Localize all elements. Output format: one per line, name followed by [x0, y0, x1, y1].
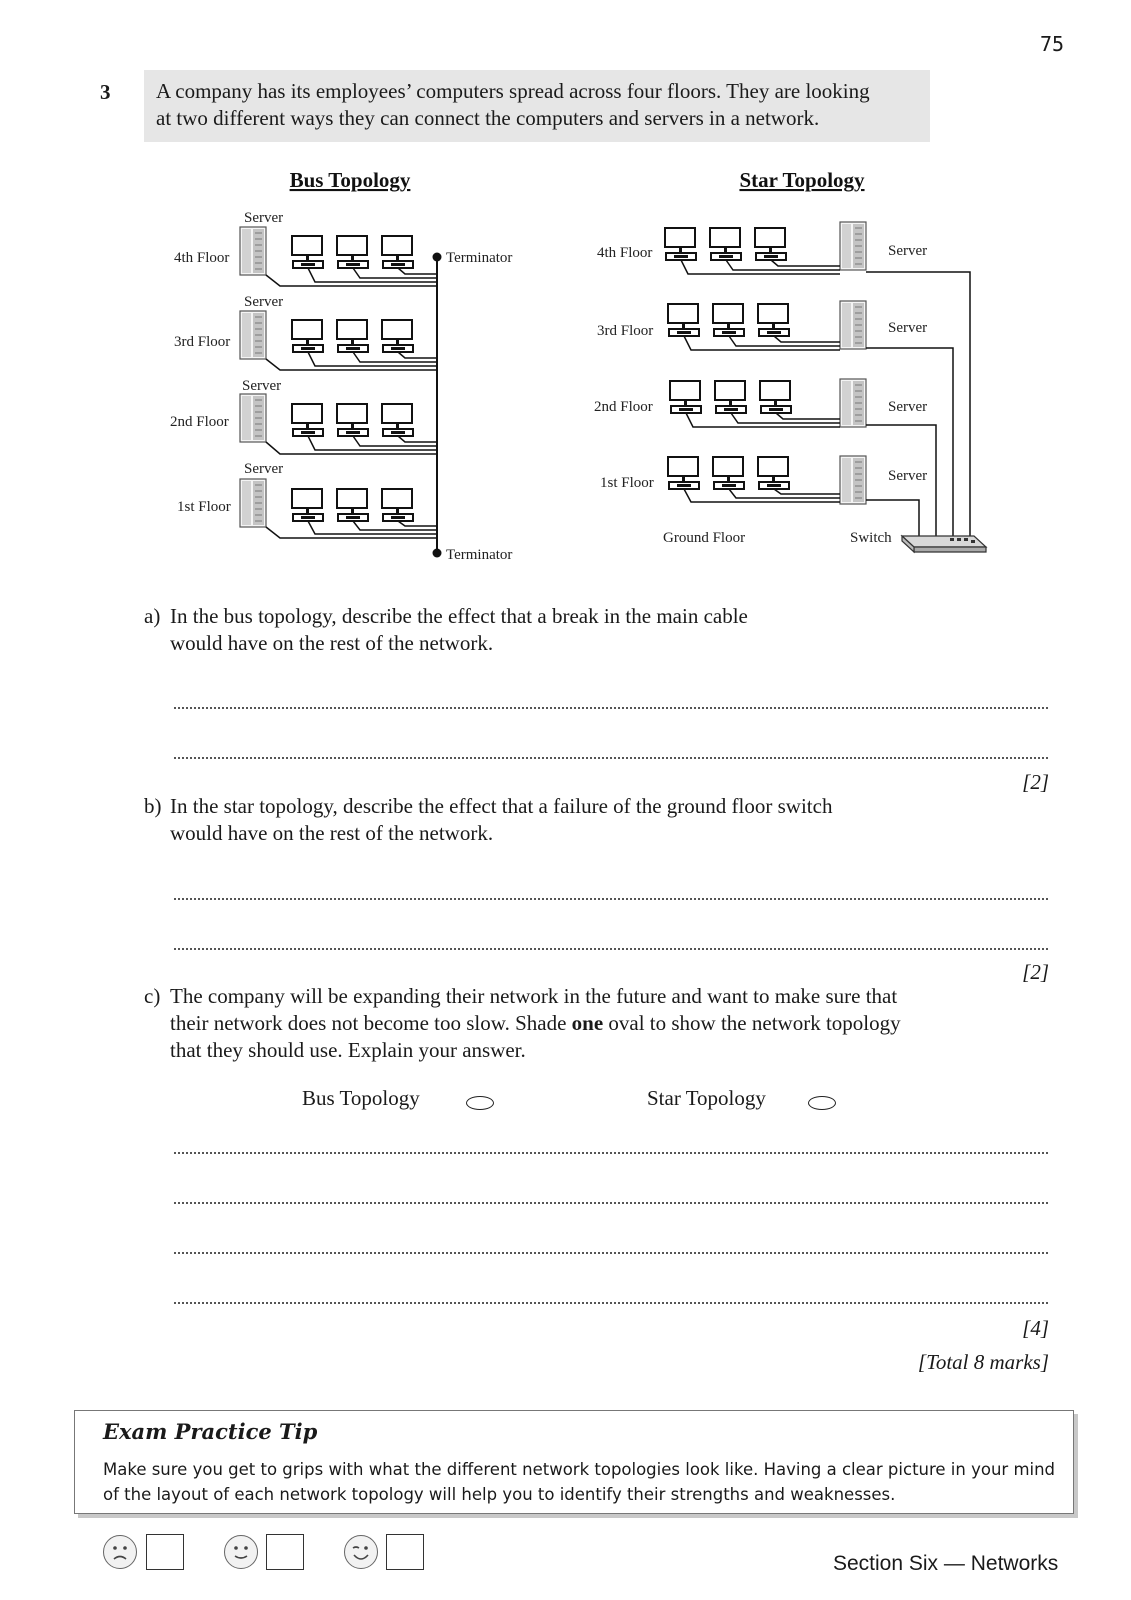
computer-icon	[382, 320, 413, 352]
server-label: Server	[242, 378, 282, 394]
bus-floor-4	[174, 210, 437, 286]
network-topology-diagram	[150, 160, 1010, 580]
server-icon	[840, 301, 866, 349]
bus-floor-1	[177, 461, 437, 538]
emphasis-one: one	[571, 1011, 604, 1035]
computer-icon	[758, 304, 789, 336]
question-intro	[144, 70, 930, 142]
computer-icon	[292, 489, 323, 521]
computer-icon	[713, 304, 744, 336]
part-b-line: In the star topology, describe the effect that a failure of the ground floor switch	[170, 794, 833, 818]
terminator-label: Terminator	[446, 250, 513, 266]
tip-title: Exam Practice Tip	[103, 1419, 318, 1444]
star-floor-1	[600, 456, 927, 538]
answer-line[interactable]	[174, 1152, 1048, 1154]
server-label: Server	[244, 461, 284, 477]
computer-icon	[715, 381, 746, 413]
computer-icon	[670, 381, 701, 413]
total-marks: [Total 8 marks]	[917, 1350, 1049, 1374]
server-icon	[240, 227, 266, 275]
terminator-label: Terminator	[446, 547, 513, 563]
answer-line[interactable]	[174, 707, 1048, 709]
marks-label: [2]	[1022, 960, 1049, 984]
part-a-line: would have on the rest of the network.	[170, 631, 494, 655]
floor-label: 2nd Floor	[594, 399, 653, 415]
floor-label: 4th Floor	[597, 245, 653, 261]
part-b-line: would have on the rest of the network.	[170, 821, 494, 845]
computer-icon	[337, 236, 368, 268]
section-footer: Section Six — Networks	[833, 1552, 1059, 1575]
answer-line[interactable]	[174, 757, 1048, 759]
bus-floor-3	[174, 294, 437, 370]
answer-line[interactable]	[174, 1252, 1048, 1254]
intro-line: A company has its employees’ computers spread across four floors. They are looking	[156, 79, 870, 103]
computer-icon	[755, 228, 786, 260]
answer-line[interactable]	[174, 898, 1048, 900]
answer-line[interactable]	[174, 948, 1048, 950]
marks-label: [4]	[1022, 1316, 1049, 1340]
sad-face-icon	[103, 1535, 137, 1569]
neutral-face-icon	[224, 1535, 258, 1569]
server-label: Server	[244, 210, 284, 226]
star-topology-oval[interactable]	[808, 1096, 836, 1110]
part-letter: c)	[144, 984, 161, 1008]
intro-line: at two different ways they can connect the computers and servers in a network.	[156, 106, 820, 130]
server-icon	[240, 311, 266, 359]
computer-icon	[713, 457, 744, 489]
server-icon	[840, 379, 866, 427]
answer-line[interactable]	[174, 1302, 1048, 1304]
text-run: their network does not become too slow. Shade	[170, 1011, 572, 1035]
server-icon	[240, 394, 266, 442]
server-label: Server	[888, 243, 928, 259]
bus-topology-title: Bus Topology	[289, 168, 411, 192]
part-c-line	[170, 1010, 901, 1037]
exam-practice-tip	[74, 1410, 1074, 1514]
computer-icon	[292, 320, 323, 352]
computer-icon	[337, 320, 368, 352]
computer-icon	[337, 489, 368, 521]
floor-label: 3rd Floor	[597, 323, 654, 339]
computer-icon	[760, 381, 791, 413]
text-run: oval to show the network topology	[603, 1011, 901, 1035]
part-c-line: The company will be expanding their network in the future and want to make sure that	[170, 984, 898, 1008]
part-letter: a)	[144, 604, 161, 628]
self-assessment-box[interactable]	[386, 1534, 424, 1570]
computer-icon	[665, 228, 696, 260]
server-label: Server	[244, 294, 284, 310]
floor-label: 3rd Floor	[174, 334, 231, 350]
computer-icon	[758, 457, 789, 489]
self-assessment-box[interactable]	[266, 1534, 304, 1570]
floor-label: 4th Floor	[174, 250, 230, 266]
tip-line: Make sure you get to grips with what the different network topologies look like. Having a clear picture in your mind	[103, 1460, 1056, 1479]
part-a-line: In the bus topology, describe the effect that a break in the main cable	[170, 604, 748, 628]
computer-icon	[668, 304, 699, 336]
question-number: 3	[100, 80, 111, 104]
bus-topology-oval[interactable]	[466, 1096, 494, 1110]
server-icon	[240, 479, 266, 527]
terminator-top	[433, 253, 442, 262]
server-label: Server	[888, 399, 928, 415]
tip-line: of the layout of each network topology will help you to identify their strengths and weaknesses.	[103, 1485, 896, 1504]
floor-label: 1st Floor	[177, 499, 231, 515]
terminator-bottom	[433, 549, 442, 558]
server-icon	[840, 222, 866, 270]
part-c-line: that they should use. Explain your answer.	[170, 1038, 526, 1062]
computer-icon	[710, 228, 741, 260]
computer-icon	[337, 404, 368, 436]
floor-label: 2nd Floor	[170, 414, 229, 430]
bus-floor-2	[170, 378, 437, 454]
server-icon	[840, 456, 866, 504]
tip-text	[103, 1457, 1055, 1507]
computer-icon	[382, 236, 413, 268]
computer-icon	[382, 489, 413, 521]
floor-label: 1st Floor	[600, 475, 654, 491]
server-label: Server	[888, 320, 928, 336]
switch-icon	[902, 536, 986, 552]
computer-icon	[668, 457, 699, 489]
switch-label: Switch	[850, 530, 892, 546]
self-assessment-box[interactable]	[146, 1534, 184, 1570]
answer-line[interactable]	[174, 1202, 1048, 1204]
option-star-label: Star Topology	[647, 1086, 766, 1110]
star-topology-title: Star Topology	[739, 168, 865, 192]
marks-label: [2]	[1022, 770, 1049, 794]
server-label: Server	[888, 468, 928, 484]
computer-icon	[292, 236, 323, 268]
option-bus-label: Bus Topology	[302, 1086, 420, 1110]
ground-floor-label: Ground Floor	[663, 530, 746, 546]
part-letter: b)	[144, 794, 162, 818]
page-number: 75	[1040, 32, 1065, 56]
winking-face-icon	[344, 1535, 378, 1569]
computer-icon	[382, 404, 413, 436]
computer-icon	[292, 404, 323, 436]
